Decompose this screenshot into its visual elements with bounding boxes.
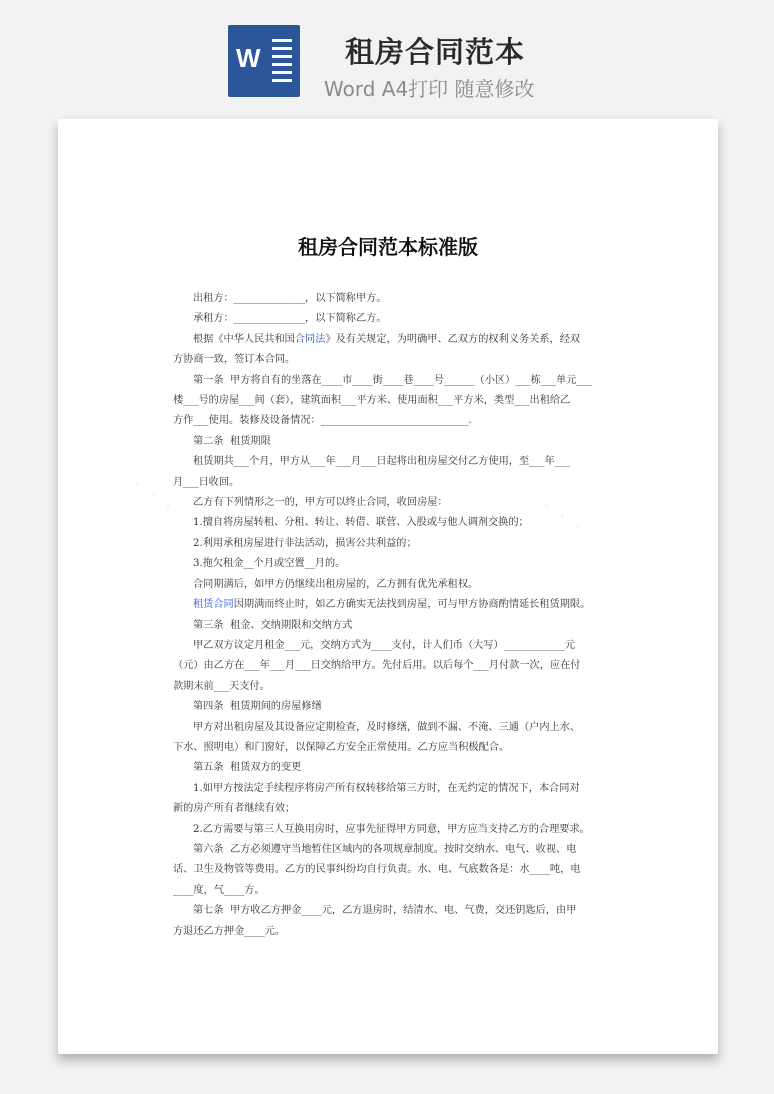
document-title: 租房合同范本标准版	[298, 235, 478, 259]
inline-link[interactable]: 合同法	[294, 333, 326, 345]
document-body	[173, 289, 603, 942]
document-line: 出租方：______________，以下简称甲方。	[193, 293, 387, 304]
document-line: 方退还乙方押金____元。	[173, 925, 286, 937]
document-line: （元）由乙方在___年___月___日交纳给甲方。先付后用。以后每个___月付款一次，应在付	[173, 660, 581, 672]
document-line: 1.擅自将房屋转租、分租、转让、转借、联营、入股或与他人调剂交换的；	[193, 517, 529, 529]
document-line: 甲乙双方议定月租金___元，交纳方式为____支付，计人们币（大写）____________元	[193, 639, 576, 651]
word-document-icon	[228, 25, 300, 97]
document-line: 租赁期共___个月，甲方从___年___月___日起将出租房屋交付乙方使用，至___年___	[193, 456, 570, 468]
document-line: ____度，气____方。	[173, 884, 265, 896]
document-line: 2.利用承租房屋进行非法活动，损害公共利益的；	[193, 537, 417, 549]
document-line: 楼___号的房屋___间（套），建筑面积___平方米、使用面积___平方米，类型___出租给乙	[173, 395, 571, 407]
document-line: 第一条 甲方将自有的坐落在____市____街____巷____号______（小区）___栋___单元___	[193, 374, 592, 386]
header	[0, 0, 774, 118]
inline-link[interactable]: 租赁合同	[193, 599, 234, 611]
document-line: 甲方对出租房屋及其设备应定期检查，及时修缮，做到不漏、不淹、三通（户内上水、	[193, 721, 581, 733]
document-line: 2.乙方需要与第三人互换用房时，应事先征得甲方同意，甲方应当支持乙方的合理要求。	[193, 823, 590, 835]
document-line: 第四条 租赁期间的房屋修缮	[193, 701, 322, 713]
document-line: 3.拖欠租金__个月或空置__月的。	[193, 558, 346, 570]
document-line: 租赁合同因期满而终止时，如乙方确实无法找到房屋，可与甲方协商酌情延长租赁期限。	[193, 599, 591, 611]
document-line: 根据《中华人民共和国合同法》及有关规定，为明确甲、乙双方的权利义务关系，经双	[193, 333, 581, 345]
document-line: 合同期满后，如甲方仍继续出租房屋的，乙方拥有优先承租权。	[193, 578, 479, 590]
document-line: 款期末前___天支付。	[173, 680, 270, 692]
document-line: 1.如甲方按法定手续程序将房产所有权转移给第三方时，在无约定的情况下，本合同对	[193, 782, 580, 794]
document-line: 承租方：______________，以下简称乙方。	[193, 313, 387, 325]
document-line: 月___日收回。	[173, 476, 240, 488]
document-page: · · · · · · 租房合同范本标准版 出租方：______________，以下简称甲方。 承租方：______________，以下简称乙方。 根据《中华人民共和国合同法》及有关规定，为明确甲、乙双方的权利义务关系，经双 方协商一致，签订本合同。 第一条 甲方将自有的坐落在____市____街____巷____号______（小区）___栋___单元___ 楼___号的房屋___间（套），建筑面积___平方米、使用面积___平方米，类型___出租给乙 方作___使用。装修及设备情况：_____________________________. 第二条 租赁期限 租赁期共___个月，甲方从___年___月___日起将出租房屋交付乙方使用，至___年___ 月___日收回。 乙方有下列情形之一的，甲方可以终止合同，收回房屋： 1.擅自将房屋转租、分租、转让、转借、联营、入股或与他人调剂交换的； 2.利用承租房屋进行非法活动，损害公共利益的； 3.拖欠租金__个月或空置__月的。 合同期满后，如甲方仍继续出租房屋的，乙方拥有优先承租权。 租赁合同因期满而终止时，如乙方确实无法找到房屋，可与甲方协商酌情延长租赁期限。 第三条 租金、交纳期限和交纳方式 甲乙双方议定月租金___元，交纳方式为____支付，计人们币（大写）____________元 （元）由乙方在___年___月___日交纳给甲方。先付后用。以后每个___月付款一次，应在付 款期末前___天支付。 第四条 租赁期间的房屋修缮 甲方对出租房屋及其设备应定期检查，及时修缮，做到不漏、不淹、三通（户内上水、 下水、照明电）和门窗好，以保障乙方安全正常使用。乙方应当积极配合。 第五条 租赁双方的变更 1.如甲方按法定手续程序将房产所有权转移给第三方时，在无约定的情况下，本合同对 新的房产所有者继续有效； 2.乙方需要与第三人互换用房时，应事先征得甲方同意，甲方应当支持乙方的合理要求。 第六条 乙方必须遵守当地暂住区域内的各项规章制度。按时交纳水、电气、收视、电 话、卫生及物管等费用。乙方的民事纠纷均自行负责。水、电、气底数各是：水____吨，电 ____度，气____方。 第七条 甲方收乙方押金____元，乙方退房时，结清水、电、气费，交还钥匙后，由甲 方退还乙方押金____元。	[58, 119, 718, 1054]
document-line: 第三条 租金、交纳期限和交纳方式	[193, 619, 353, 631]
header-title: 租房合同范本	[345, 35, 526, 69]
document-line: 话、卫生及物管等费用。乙方的民事纠纷均自行负责。水、电、气底数各是：水____吨，电	[173, 864, 581, 876]
document-line: 乙方有下列情形之一的，甲方可以终止合同，收回房屋：	[193, 497, 448, 509]
document-line: 方协商一致，签订本合同。	[173, 354, 296, 366]
document-line: 第六条 乙方必须遵守当地暂住区域内的各项规章制度。按时交纳水、电气、收视、电	[193, 843, 577, 855]
document-line: 方作___使用。装修及设备情况：_____________________________.	[173, 415, 472, 427]
document-line: 第五条 租赁双方的变更	[193, 762, 302, 774]
header-subtitle: Word A4打印 随意修改	[324, 77, 535, 101]
document-line: 新的房产所有者继续有效；	[173, 803, 296, 815]
word-icon-letter: W	[236, 43, 261, 73]
document-line: 第二条 租赁期限	[193, 435, 271, 447]
document-line: 下水、照明电）和门窗好，以保障乙方安全正常使用。乙方应当积极配合。	[173, 741, 510, 753]
document-line: 第七条 甲方收乙方押金____元，乙方退房时，结清水、电、气费，交还钥匙后，由甲	[193, 905, 577, 917]
